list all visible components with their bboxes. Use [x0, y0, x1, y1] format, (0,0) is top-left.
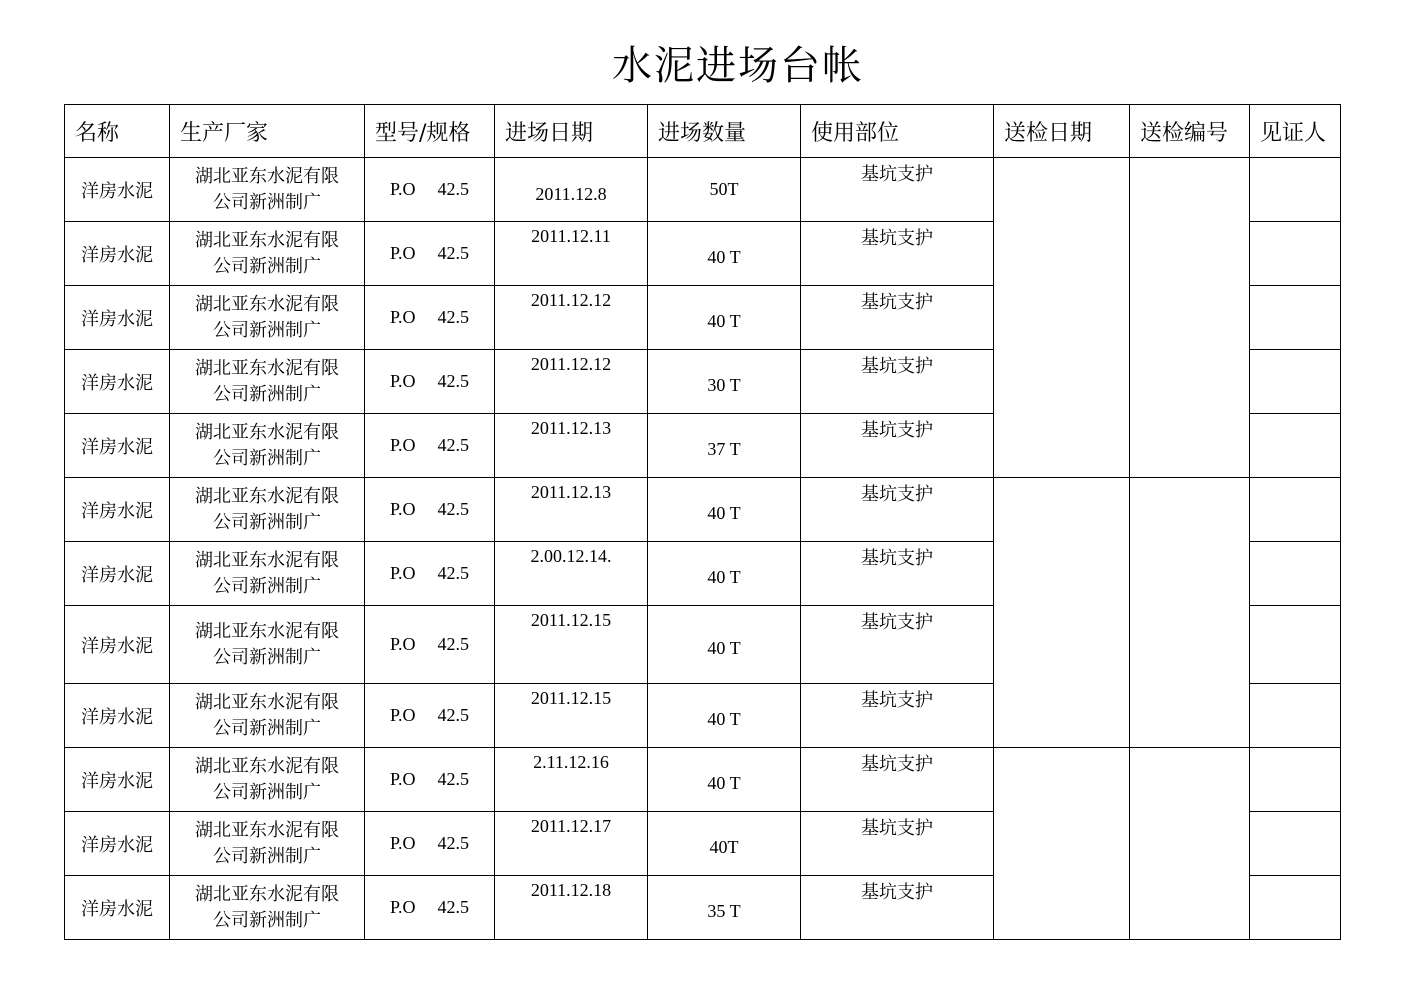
model-text: P.O: [389, 243, 416, 263]
qty-text: 37 T: [707, 439, 741, 459]
cell-model: [365, 684, 495, 748]
date-text: 2.00.12.14.: [530, 546, 612, 566]
header-model: 型号/规格: [365, 105, 495, 158]
date-text: 2011.12.15: [530, 610, 612, 630]
cell-model: [365, 350, 495, 414]
maker-line1: 湖北亚东水泥有限: [195, 755, 339, 777]
cell-entry-date: [495, 158, 648, 222]
date-text: 2.11.12.16: [533, 752, 609, 772]
cell-model: [365, 606, 495, 684]
maker-line2: 公司新洲制广: [213, 511, 321, 533]
cell-maker: [170, 414, 365, 478]
usage-text: 基坑支护: [861, 356, 933, 377]
cell-model: [365, 542, 495, 606]
cell-model: [365, 748, 495, 812]
cell-entry-qty: [648, 286, 801, 350]
cell-inspect-date: [994, 478, 1130, 748]
header-entry-qty: 进场数量: [648, 105, 801, 158]
cell-entry-date: [495, 812, 648, 876]
cell-maker: [170, 542, 365, 606]
usage-text: 基坑支护: [861, 164, 933, 185]
model-text: P.O: [389, 563, 416, 583]
table-row: [65, 158, 1341, 222]
name-text: 洋房水泥: [81, 180, 153, 202]
cell-entry-qty: [648, 350, 801, 414]
header-row: [65, 105, 1341, 158]
usage-text: 基坑支护: [861, 690, 933, 711]
qty-text: 40 T: [707, 709, 741, 729]
model-text: P.O: [389, 705, 416, 725]
model-text: P.O: [389, 371, 416, 391]
grade-text: 42.5: [437, 499, 469, 519]
date-text: 2011.12.13: [530, 418, 612, 438]
grade-text: 42.5: [437, 833, 469, 853]
cell-witness: [1250, 684, 1341, 748]
qty-text: 40 T: [707, 311, 741, 331]
qty-text: 35 T: [707, 901, 741, 921]
usage-text: 基坑支护: [861, 292, 933, 313]
name-text: 洋房水泥: [81, 898, 153, 920]
cell-name: [65, 350, 170, 414]
qty-text: 40 T: [707, 503, 741, 523]
maker-line1: 湖北亚东水泥有限: [195, 691, 339, 713]
maker-line2: 公司新洲制广: [213, 575, 321, 597]
cell-entry-qty: [648, 478, 801, 542]
name-text: 洋房水泥: [81, 500, 153, 522]
cell-inspect-no: [1130, 158, 1250, 478]
cell-entry-date: [495, 876, 648, 940]
cell-entry-date: [495, 350, 648, 414]
cell-usage: [801, 684, 994, 748]
maker-line1: 湖北亚东水泥有限: [195, 421, 339, 443]
header-name: 名称: [65, 105, 170, 158]
cell-model: [365, 158, 495, 222]
grade-text: 42.5: [437, 705, 469, 725]
cell-witness: [1250, 812, 1341, 876]
date-text: 2011.12.12: [530, 290, 612, 310]
cell-usage: [801, 812, 994, 876]
cell-inspect-date: [994, 748, 1130, 940]
cell-maker: [170, 748, 365, 812]
cell-name: [65, 606, 170, 684]
cell-entry-date: [495, 684, 648, 748]
cell-model: [365, 876, 495, 940]
cell-witness: [1250, 222, 1341, 286]
maker-line1: 湖北亚东水泥有限: [195, 293, 339, 315]
name-text: 洋房水泥: [81, 372, 153, 394]
maker-line2: 公司新洲制广: [213, 191, 321, 213]
maker-line2: 公司新洲制广: [213, 383, 321, 405]
cell-entry-date: [495, 748, 648, 812]
cell-witness: [1250, 542, 1341, 606]
maker-line1: 湖北亚东水泥有限: [195, 229, 339, 251]
header-maker: 生产厂家: [170, 105, 365, 158]
cell-entry-qty: [648, 748, 801, 812]
name-text: 洋房水泥: [81, 635, 153, 657]
cell-model: [365, 286, 495, 350]
usage-text: 基坑支护: [861, 484, 933, 505]
grade-text: 42.5: [437, 769, 469, 789]
model-text: P.O: [389, 307, 416, 327]
cell-maker: [170, 222, 365, 286]
maker-line1: 湖北亚东水泥有限: [195, 620, 339, 642]
maker-line2: 公司新洲制广: [213, 717, 321, 739]
qty-text: 40 T: [707, 773, 741, 793]
cell-usage: [801, 876, 994, 940]
grade-text: 42.5: [437, 435, 469, 455]
maker-line2: 公司新洲制广: [213, 255, 321, 277]
model-text: P.O: [389, 499, 416, 519]
usage-text: 基坑支护: [861, 228, 933, 249]
cell-witness: [1250, 158, 1341, 222]
qty-text: 40 T: [707, 638, 741, 658]
cell-name: [65, 876, 170, 940]
cell-name: [65, 542, 170, 606]
qty-text: 40 T: [707, 247, 741, 267]
cell-witness: [1250, 606, 1341, 684]
grade-text: 42.5: [437, 179, 469, 199]
cell-witness: [1250, 414, 1341, 478]
usage-text: 基坑支护: [861, 754, 933, 775]
cell-model: [365, 222, 495, 286]
cell-usage: [801, 606, 994, 684]
cell-witness: [1250, 478, 1341, 542]
header-usage: 使用部位: [801, 105, 994, 158]
cell-entry-qty: [648, 812, 801, 876]
header-witness: 见证人: [1250, 105, 1341, 158]
grade-text: 42.5: [437, 897, 469, 917]
grade-text: 42.5: [437, 563, 469, 583]
cell-usage: [801, 414, 994, 478]
usage-text: 基坑支护: [861, 882, 933, 903]
cell-name: [65, 748, 170, 812]
name-text: 洋房水泥: [81, 564, 153, 586]
cell-entry-date: [495, 478, 648, 542]
name-text: 洋房水泥: [81, 436, 153, 458]
table-row: [65, 748, 1341, 812]
cell-usage: [801, 350, 994, 414]
cell-maker: [170, 478, 365, 542]
cell-inspect-no: [1130, 478, 1250, 748]
cell-name: [65, 222, 170, 286]
maker-line2: 公司新洲制广: [213, 845, 321, 867]
date-text: 2011.12.18: [530, 880, 612, 900]
cell-witness: [1250, 876, 1341, 940]
cell-entry-qty: [648, 542, 801, 606]
cell-maker: [170, 812, 365, 876]
cell-witness: [1250, 350, 1341, 414]
cell-model: [365, 414, 495, 478]
cell-usage: [801, 748, 994, 812]
cell-entry-qty: [648, 222, 801, 286]
qty-text: 40 T: [707, 567, 741, 587]
date-text: 2011.12.15: [530, 688, 612, 708]
grade-text: 42.5: [437, 307, 469, 327]
cell-maker: [170, 876, 365, 940]
maker-line1: 湖北亚东水泥有限: [195, 819, 339, 841]
cell-model: [365, 478, 495, 542]
header-inspect-no: 送检编号: [1130, 105, 1250, 158]
cell-entry-qty: [648, 606, 801, 684]
cell-entry-date: [495, 606, 648, 684]
maker-line2: 公司新洲制广: [213, 781, 321, 803]
name-text: 洋房水泥: [81, 308, 153, 330]
cell-usage: [801, 478, 994, 542]
cell-entry-date: [495, 414, 648, 478]
model-text: P.O: [389, 634, 416, 654]
usage-text: 基坑支护: [861, 818, 933, 839]
cell-usage: [801, 286, 994, 350]
maker-line2: 公司新洲制广: [213, 646, 321, 668]
grade-text: 42.5: [437, 634, 469, 654]
cement-ledger-table: [64, 104, 1341, 940]
date-text: 2011.12.17: [530, 816, 612, 836]
date-text: 2011.12.13: [530, 482, 612, 502]
cell-maker: [170, 158, 365, 222]
date-text: 2011.12.8: [535, 184, 607, 204]
model-text: P.O: [389, 179, 416, 199]
cell-entry-date: [495, 542, 648, 606]
qty-text: 40T: [709, 837, 739, 857]
cell-name: [65, 158, 170, 222]
maker-line1: 湖北亚东水泥有限: [195, 883, 339, 905]
maker-line2: 公司新洲制广: [213, 447, 321, 469]
model-text: P.O: [389, 833, 416, 853]
cell-name: [65, 478, 170, 542]
cell-entry-qty: [648, 158, 801, 222]
cell-entry-qty: [648, 876, 801, 940]
name-text: 洋房水泥: [81, 770, 153, 792]
cell-entry-date: [495, 286, 648, 350]
cell-usage: [801, 542, 994, 606]
cell-name: [65, 414, 170, 478]
maker-line2: 公司新洲制广: [213, 909, 321, 931]
page-title: 水泥进场台帐: [612, 43, 864, 89]
name-text: 洋房水泥: [81, 244, 153, 266]
date-text: 2011.12.12: [530, 354, 612, 374]
model-text: P.O: [389, 435, 416, 455]
maker-line1: 湖北亚东水泥有限: [195, 357, 339, 379]
qty-text: 30 T: [707, 375, 741, 395]
header-entry-date: 进场日期: [495, 105, 648, 158]
usage-text: 基坑支护: [861, 548, 933, 569]
cell-maker: [170, 606, 365, 684]
usage-text: 基坑支护: [861, 420, 933, 441]
model-text: P.O: [389, 897, 416, 917]
cell-maker: [170, 350, 365, 414]
header-inspect-date: 送检日期: [994, 105, 1130, 158]
grade-text: 42.5: [437, 371, 469, 391]
cell-name: [65, 286, 170, 350]
maker-line1: 湖北亚东水泥有限: [195, 549, 339, 571]
cell-usage: [801, 222, 994, 286]
table-row: [65, 478, 1341, 542]
cell-usage: [801, 158, 994, 222]
cell-witness: [1250, 286, 1341, 350]
cell-inspect-date: [994, 158, 1130, 478]
cell-inspect-no: [1130, 748, 1250, 940]
name-text: 洋房水泥: [81, 706, 153, 728]
cell-model: [365, 812, 495, 876]
cell-maker: [170, 684, 365, 748]
cell-name: [65, 684, 170, 748]
maker-line1: 湖北亚东水泥有限: [195, 165, 339, 187]
usage-text: 基坑支护: [861, 612, 933, 633]
cell-name: [65, 812, 170, 876]
maker-line1: 湖北亚东水泥有限: [195, 485, 339, 507]
cell-entry-qty: [648, 414, 801, 478]
model-text: P.O: [389, 769, 416, 789]
cell-witness: [1250, 748, 1341, 812]
maker-line2: 公司新洲制广: [213, 319, 321, 341]
qty-text: 50T: [709, 179, 739, 199]
date-text: 2011.12.11: [531, 226, 611, 246]
name-text: 洋房水泥: [81, 834, 153, 856]
cell-entry-qty: [648, 684, 801, 748]
cell-entry-date: [495, 222, 648, 286]
grade-text: 42.5: [437, 243, 469, 263]
cell-maker: [170, 286, 365, 350]
